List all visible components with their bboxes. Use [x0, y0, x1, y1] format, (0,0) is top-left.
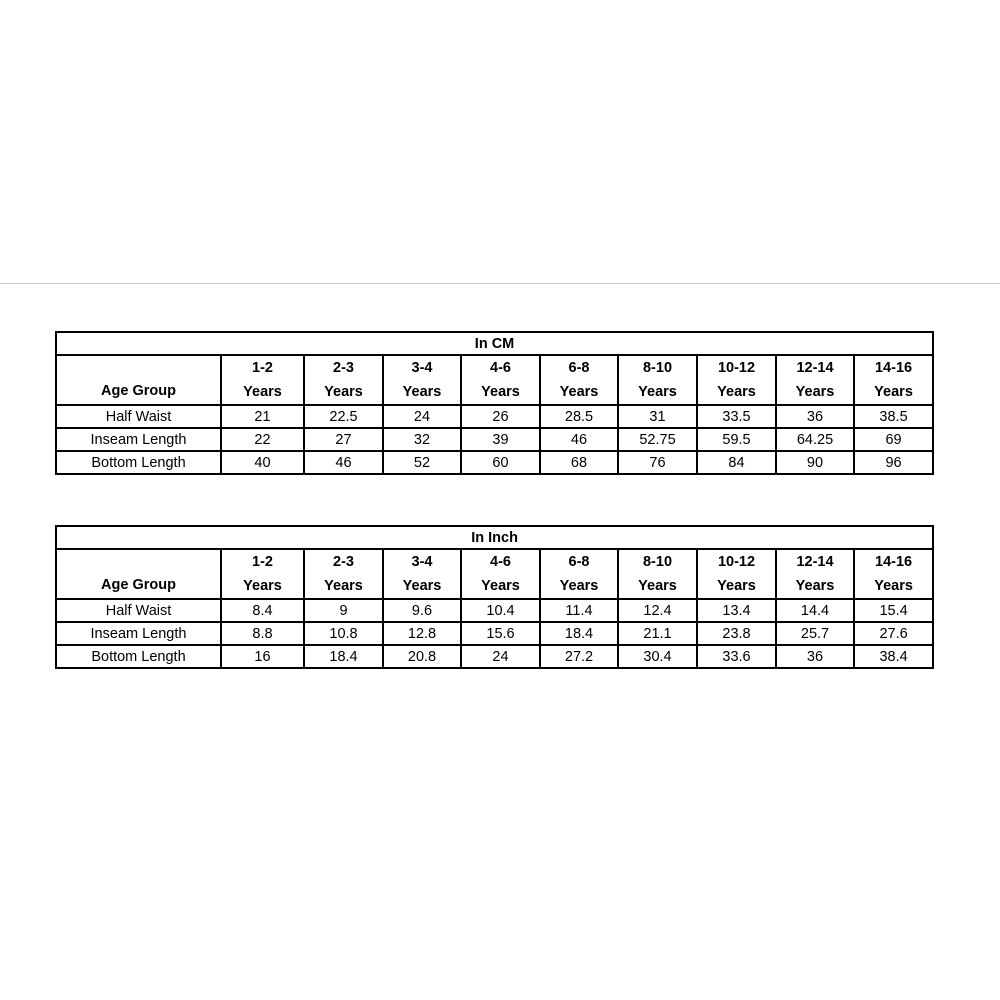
table-cell: 52: [383, 451, 461, 474]
age-group-header: [461, 355, 540, 405]
age-group-header: [461, 549, 540, 599]
table-cell: 27.6: [854, 622, 933, 645]
age-unit: Years: [638, 384, 677, 400]
age-group-header: [540, 549, 618, 599]
table-cell: 68: [540, 451, 618, 474]
table-cell: 16: [221, 645, 304, 668]
age-group-header: [618, 355, 697, 405]
row-label: Inseam Length: [56, 622, 221, 645]
table-cell: 84: [697, 451, 776, 474]
row-label: Half Waist: [56, 405, 221, 428]
table-cell: 10.4: [461, 599, 540, 622]
table-cell: 21.1: [618, 622, 697, 645]
age-range: 1-2: [252, 554, 273, 570]
age-group-header: [540, 355, 618, 405]
table-cell: 11.4: [540, 599, 618, 622]
age-unit: Years: [402, 384, 442, 400]
table-cell: 12.8: [383, 622, 461, 645]
age-range: 6-8: [568, 360, 590, 376]
table-title: In CM: [56, 332, 933, 355]
table-title: In Inch: [56, 526, 933, 549]
age-group-label: Age Group: [56, 549, 221, 599]
table-cell: 36: [776, 405, 854, 428]
table-cell: 46: [304, 451, 383, 474]
age-unit: Years: [324, 578, 363, 594]
header-row: [56, 355, 933, 405]
age-range: 1-2: [252, 360, 273, 376]
age-group-header: [854, 355, 933, 405]
age-group-header: [776, 355, 854, 405]
table-cell: 64.25: [776, 428, 854, 451]
age-group-header: [221, 355, 304, 405]
horizontal-divider: [0, 283, 1000, 284]
age-unit: Years: [717, 578, 756, 594]
row-label: Inseam Length: [56, 428, 221, 451]
row-label: Bottom Length: [56, 451, 221, 474]
age-range: 14-16: [874, 360, 913, 376]
table-row-bottom-length: [56, 645, 933, 668]
table-cell: 24: [383, 405, 461, 428]
table-cell: 30.4: [618, 645, 697, 668]
age-group-header: [383, 355, 461, 405]
age-group-label: Age Group: [56, 355, 221, 405]
table-cell: 31: [618, 405, 697, 428]
table-row-half-waist: [56, 599, 933, 622]
age-range: 3-4: [411, 360, 433, 376]
age-group-header: [697, 355, 776, 405]
table-cell: 69: [854, 428, 933, 451]
age-range: 12-14: [796, 360, 834, 376]
age-range: 8-10: [642, 360, 673, 376]
table-cell: 39: [461, 428, 540, 451]
table-cell: 10.8: [304, 622, 383, 645]
age-unit: Years: [874, 578, 913, 594]
table-cell: 8.8: [221, 622, 304, 645]
age-unit: Years: [559, 384, 599, 400]
age-group-header: [854, 549, 933, 599]
table-cell: 59.5: [697, 428, 776, 451]
table-cell: 24: [461, 645, 540, 668]
table-cell: 46: [540, 428, 618, 451]
age-range: 10-12: [717, 554, 756, 570]
table-cell: 18.4: [540, 622, 618, 645]
age-unit: Years: [638, 578, 677, 594]
table-cell: 12.4: [618, 599, 697, 622]
row-label: Half Waist: [56, 599, 221, 622]
table-cell: 60: [461, 451, 540, 474]
table-cell: 9: [304, 599, 383, 622]
table-row-inseam-length: [56, 622, 933, 645]
age-range: 8-10: [642, 554, 673, 570]
age-group-header: [304, 549, 383, 599]
age-group-header: [383, 549, 461, 599]
table-cell: 33.5: [697, 405, 776, 428]
table-cell: 38.5: [854, 405, 933, 428]
age-group-header: [221, 549, 304, 599]
age-unit: Years: [243, 384, 282, 400]
table-cell: 27: [304, 428, 383, 451]
table-cell: 76: [618, 451, 697, 474]
age-range: 4-6: [490, 360, 511, 376]
table-cell: 26: [461, 405, 540, 428]
age-range: 3-4: [411, 554, 433, 570]
table-cell: 21: [221, 405, 304, 428]
table-cell: 90: [776, 451, 854, 474]
age-group-header: [697, 549, 776, 599]
age-range: 2-3: [333, 360, 354, 376]
age-unit: Years: [481, 578, 520, 594]
age-range: 6-8: [568, 554, 590, 570]
row-label: Bottom Length: [56, 645, 221, 668]
table-cell: 33.6: [697, 645, 776, 668]
table-cell: 52.75: [618, 428, 697, 451]
table-cell: 13.4: [697, 599, 776, 622]
age-group-header: [304, 355, 383, 405]
table-cell: 22: [221, 428, 304, 451]
size-table-cm: [55, 331, 934, 475]
age-range: 10-12: [717, 360, 756, 376]
table-cell: 8.4: [221, 599, 304, 622]
table-cell: 27.2: [540, 645, 618, 668]
age-unit: Years: [874, 384, 913, 400]
table-cell: 22.5: [304, 405, 383, 428]
age-unit: Years: [559, 578, 599, 594]
header-row: [56, 549, 933, 599]
table-cell: 15.6: [461, 622, 540, 645]
age-unit: Years: [402, 578, 442, 594]
age-unit: Years: [717, 384, 756, 400]
age-unit: Years: [481, 384, 520, 400]
age-range: 12-14: [796, 554, 834, 570]
table-cell: 20.8: [383, 645, 461, 668]
age-group-header: [776, 549, 854, 599]
table-cell: 36: [776, 645, 854, 668]
table-cell: 25.7: [776, 622, 854, 645]
table-row-inseam-length: [56, 428, 933, 451]
age-unit: Years: [795, 578, 835, 594]
age-unit: Years: [324, 384, 363, 400]
age-unit: Years: [795, 384, 835, 400]
age-group-header: [618, 549, 697, 599]
age-range: 4-6: [490, 554, 511, 570]
table-cell: 15.4: [854, 599, 933, 622]
age-range: 2-3: [333, 554, 354, 570]
table-row-bottom-length: [56, 451, 933, 474]
table-cell: 38.4: [854, 645, 933, 668]
age-unit: Years: [243, 578, 282, 594]
table-cell: 40: [221, 451, 304, 474]
table-cell: 32: [383, 428, 461, 451]
table-cell: 9.6: [383, 599, 461, 622]
table-cell: 23.8: [697, 622, 776, 645]
table-cell: 28.5: [540, 405, 618, 428]
table-row-half-waist: [56, 405, 933, 428]
table-cell: 18.4: [304, 645, 383, 668]
size-table-inch: [55, 525, 934, 669]
table-cell: 96: [854, 451, 933, 474]
table-cell: 14.4: [776, 599, 854, 622]
age-range: 14-16: [875, 554, 913, 570]
